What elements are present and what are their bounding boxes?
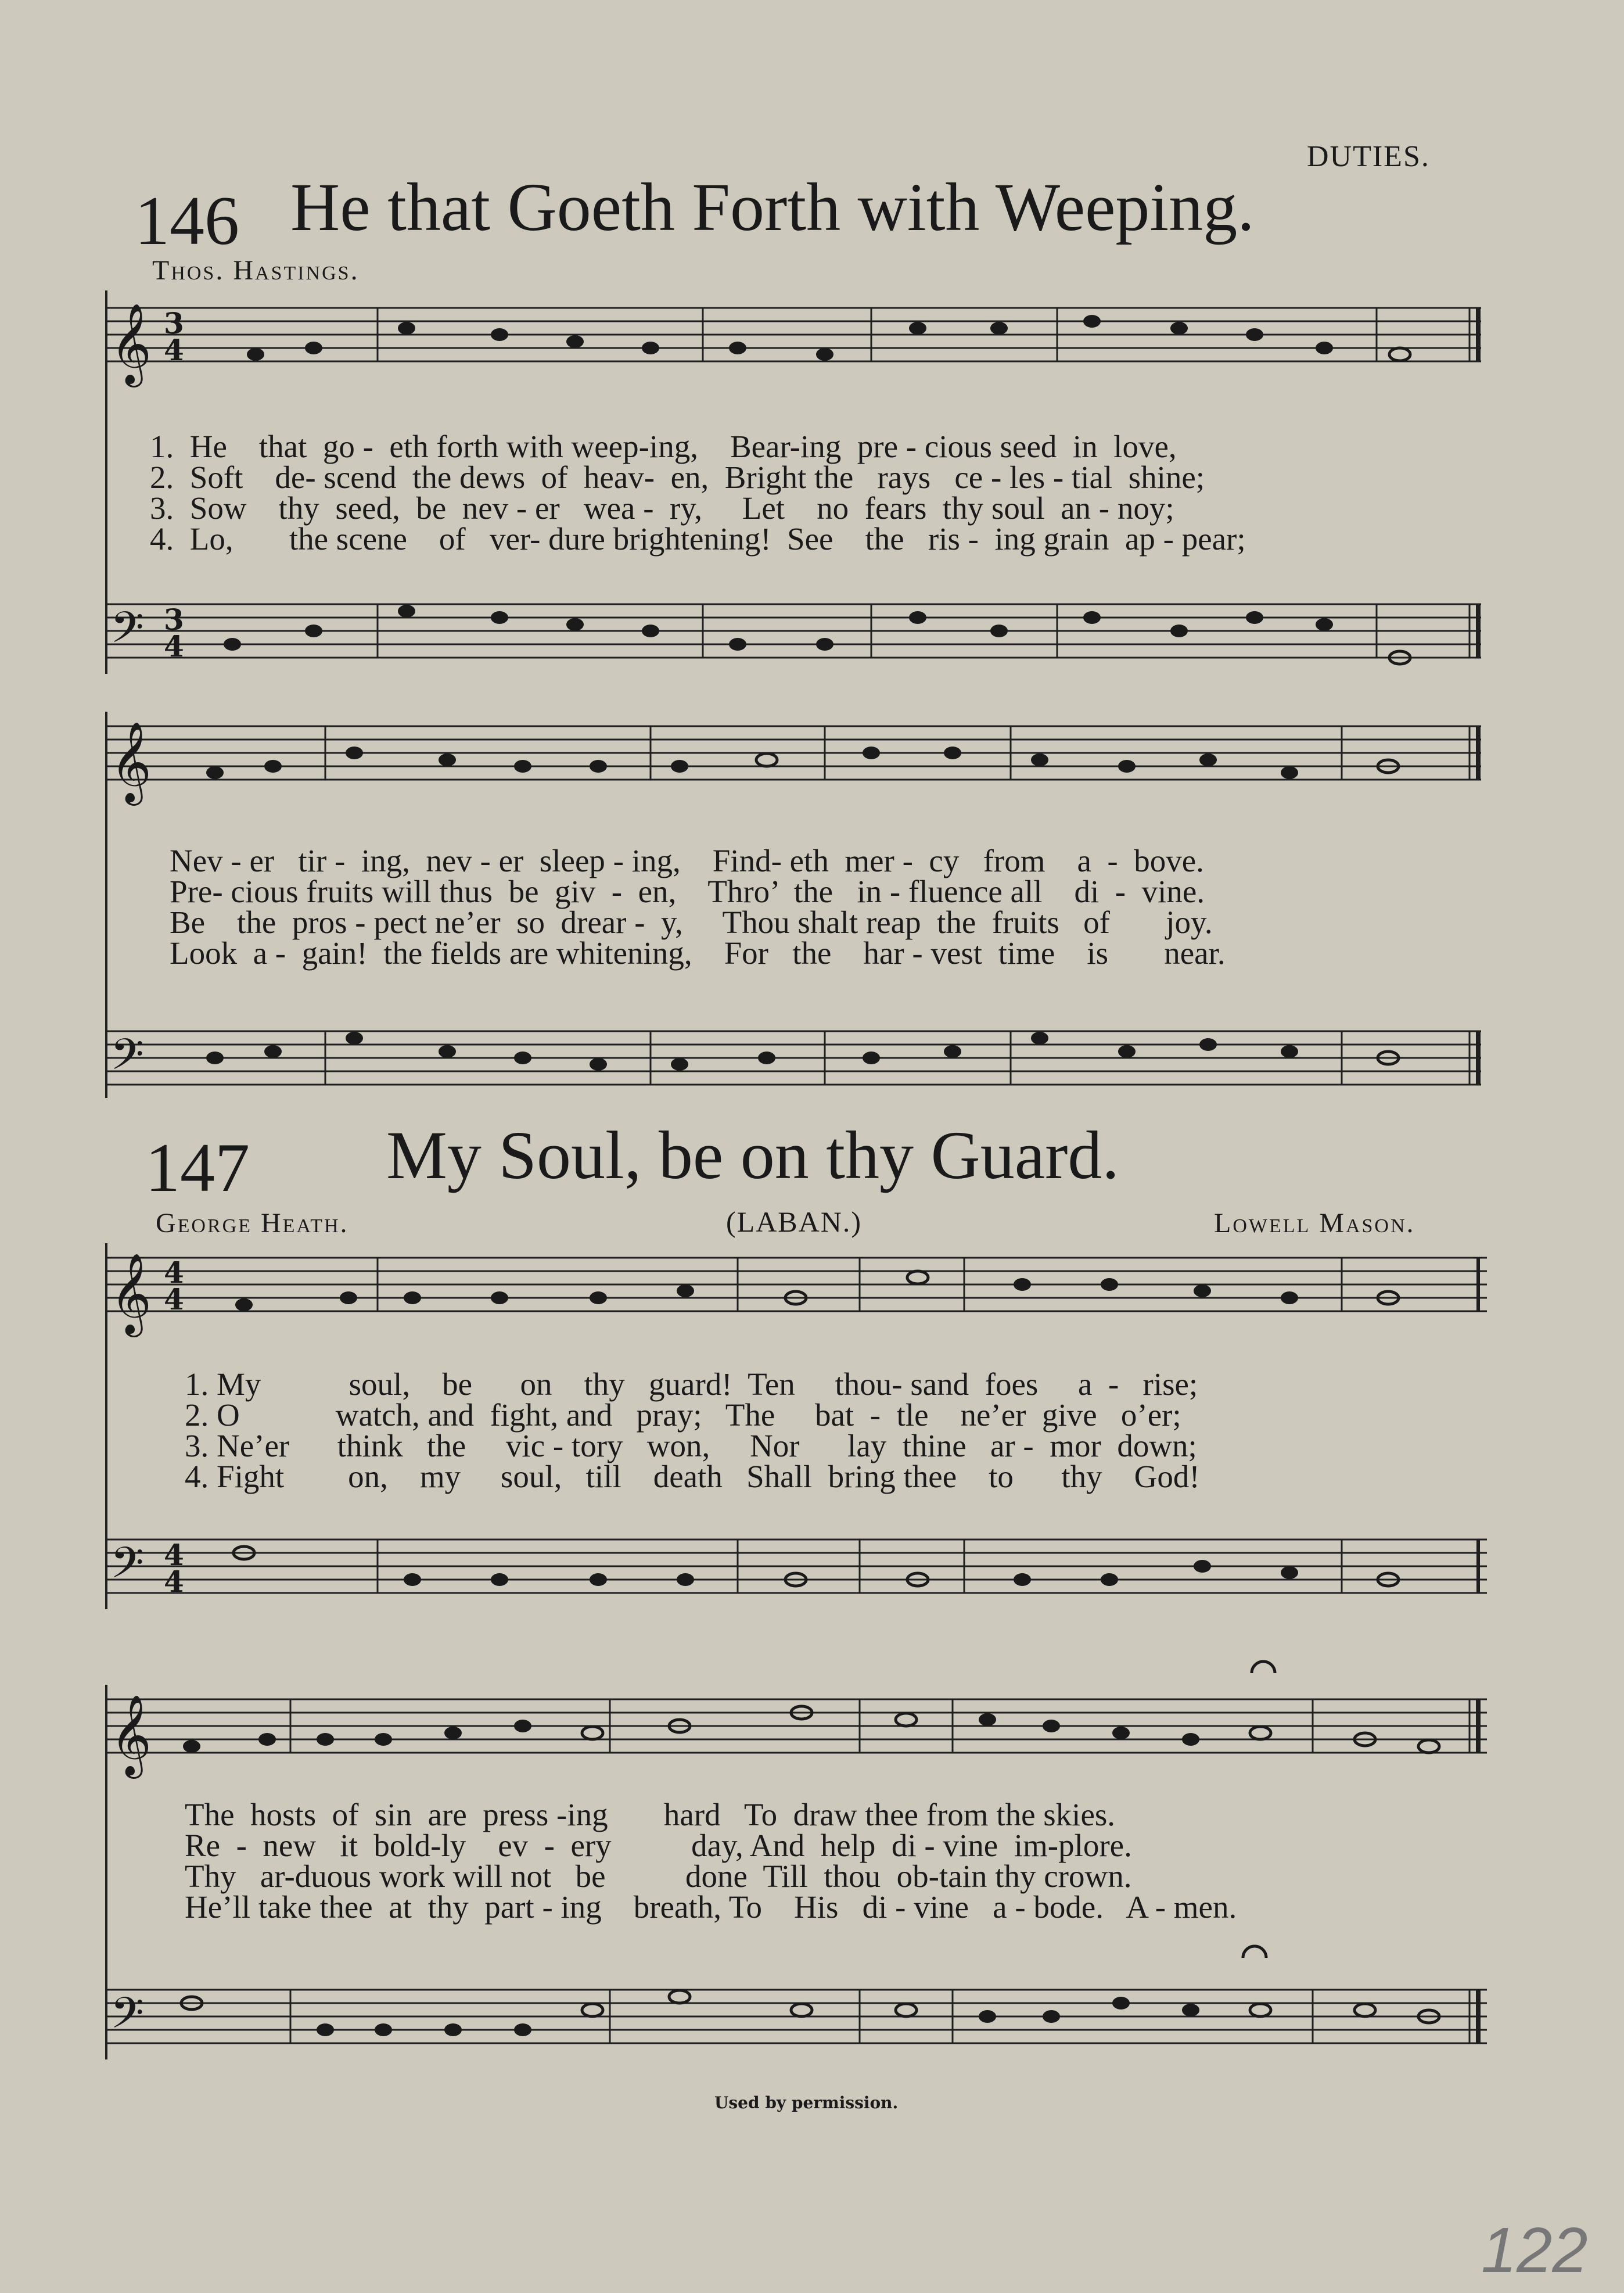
hymn-composer: Lowell Mason. <box>1214 1208 1415 1239</box>
hymn-title: My Soul, be on thy Guard. <box>386 1117 1119 1193</box>
verse-line: 4. Lo, the scene of ver- dure brightening! See the ris - ing grain ap - pear; <box>150 521 1246 557</box>
verse-line: 4. Fight on, my soul, till death Shall bring thee to thy God! <box>185 1459 1200 1494</box>
svg-text:4: 4 <box>164 1538 184 1572</box>
verse-line: 2. O watch, and fight, and pray; The bat - tle ne’er give o’er; <box>185 1397 1181 1433</box>
verse-line: Be the pros - pect ne’er so drear - y, Thou shalt reap the fruits of joy. <box>170 905 1213 940</box>
permission-note: Used by permission. <box>714 2093 899 2112</box>
lyrics-147-part1 <box>185 1366 1200 1494</box>
verse-line: 3. Ne’er think the vic - tory won, Nor lay thine ar - mor down; <box>185 1428 1197 1463</box>
verse-line: He’ll take thee at thy part - ing breath, To His di - vine a - bode. A - men. <box>185 1889 1237 1925</box>
svg-text:3: 3 <box>164 306 184 340</box>
lyrics-147-part2 <box>185 1797 1237 1925</box>
verse-line: Re - new it bold-ly ev - ery day, And help di - vine im-plore. <box>185 1828 1132 1863</box>
verse-line: 3. Sow thy seed, be nev - er wea - ry, Let no fears thy soul an - noy; <box>150 490 1174 526</box>
svg-text:4: 4 <box>164 1255 184 1290</box>
svg-text:4: 4 <box>164 333 184 367</box>
staff-lines-146-sys2-bass <box>107 1031 1481 1085</box>
hymn-author: Thos. Hastings. <box>152 255 360 286</box>
svg-text:𝄢: 𝄢 <box>110 602 144 663</box>
fermatas <box>1243 1662 1275 1958</box>
svg-text:𝄞: 𝄞 <box>110 303 152 384</box>
verse-line: 1. He that go - eth forth with weep-ing, Bear-ing pre - cious seed in love, <box>150 429 1177 464</box>
lyrics-146-part2 <box>170 843 1226 971</box>
verse-line: Look a - gain! the fields are whitening, For the har - vest time is near. <box>170 935 1226 971</box>
verse-line: Pre- cious fruits will thus be giv - en, Thro’ the in - fluence all di - vine. <box>170 874 1205 909</box>
section-label: DUTIES. <box>1307 140 1430 173</box>
page-number: 122 <box>1481 2215 1588 2286</box>
svg-text:4: 4 <box>164 629 184 663</box>
verse-line: Nev - er tir - ing, nev - er sleep - ing, Find- eth mer - cy from a - bove. <box>170 843 1204 878</box>
lyrics-146-part1 <box>150 429 1246 557</box>
svg-text:𝄞: 𝄞 <box>110 1253 152 1334</box>
hymn-title: He that Goeth Forth with Weeping. <box>290 169 1255 245</box>
svg-text:4: 4 <box>164 1282 184 1316</box>
svg-text:𝄢: 𝄢 <box>110 1538 144 1599</box>
verse-line: 1. My soul, be on thy guard! Ten thou- sand foes a - rise; <box>185 1366 1198 1402</box>
hymn-number: 146 <box>135 182 239 259</box>
final-barlines <box>1469 308 1478 2043</box>
verse-line: The hosts of sin are press -ing hard To draw thee from the skies. <box>185 1797 1116 1832</box>
verse-line: Thy ar-duous work will not be done Till thou ob-tain thy crown. <box>185 1858 1132 1894</box>
hymn-author: George Heath. <box>156 1208 349 1239</box>
svg-text:𝄢: 𝄢 <box>110 1988 144 2049</box>
svg-text:4: 4 <box>164 1564 184 1599</box>
tune-name: (LABAN.) <box>726 1205 863 1238</box>
svg-text:𝄞: 𝄞 <box>110 722 152 802</box>
hymn-number: 147 <box>145 1129 250 1206</box>
staff-lines-146-sys2-treble <box>107 726 1481 780</box>
verse-line: 2. Soft de- scend the dews of heav- en, Bright the rays ce - les - tial shine; <box>150 460 1205 495</box>
svg-text:𝄢: 𝄢 <box>110 1029 144 1090</box>
svg-text:3: 3 <box>164 602 184 637</box>
svg-text:𝄞: 𝄞 <box>110 1695 152 1775</box>
